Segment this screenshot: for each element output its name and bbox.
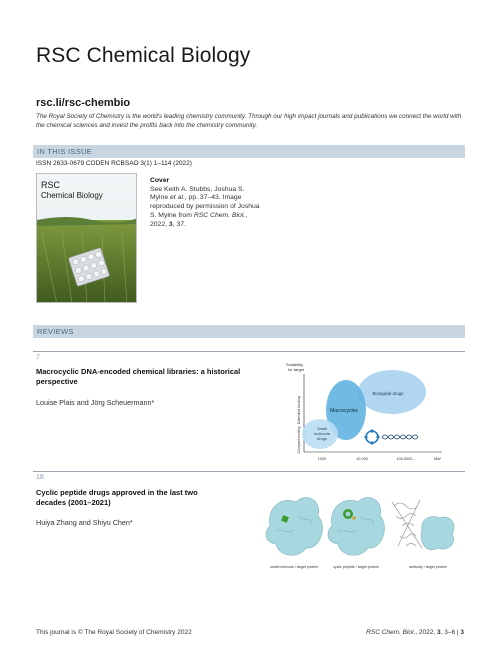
cover-description: See Keith A. Stubbs, Joshua S. Mylne et al., pp. 37–43. Image reproduced by permission of Joshua S. Mylne from RSC Chem. Biol., 2022, 3, 37. [150,185,260,228]
article-page-number: 18 [36,474,44,481]
axis-compact-binding: Compact binding [297,426,301,454]
in-this-issue-bar: IN THIS ISSUE [33,145,465,158]
article-title[interactable]: Cyclic peptide drugs approved in the last two decades (2001–2021) [36,488,198,507]
caption-small-molecule: small molecule / target protein [270,565,318,569]
label-macrocycles: Macrocycles [330,408,358,414]
cyclic-peptide-protein-icon [328,498,384,556]
issn-line: ISSN 2633-0679 CODEN RCBSAO 3(1) 1–114 (2022) [36,160,192,167]
y-label-top-2: for target [288,367,305,372]
article-page-number: 7 [36,354,40,361]
article-authors: Huiya Zhang and Shiyu Chen* [36,518,133,527]
y-label-top: Suitability [286,362,304,367]
x-tick-2: 10,000 [356,457,368,461]
toc-graphic-mw-diagram [282,360,452,466]
cover-title-line1: RSC [41,180,61,190]
cover-caption [150,177,260,229]
footer-citation: RSC Chem. Biol., 2022, 3, 3–6 | 3 [366,629,464,636]
label-small-1: Small [316,426,328,431]
caption-antibody: antibody / target protein [409,565,447,569]
journal-intro: The Royal Society of Chemistry is the world's leading chemistry community. Through our high impact journals and publications we connect the world with the chemical sciences and invest the profits back into the chemistry community. [36,113,462,129]
cover-title-line2: Chemical Biology [41,191,103,200]
axis-extended-binding: Extended binding [297,396,301,424]
article-divider [33,471,465,472]
macrocycle-ring-icon [366,431,378,443]
label-small-3: drugs [316,436,328,441]
x-tick-3: 100,0000... [396,457,416,461]
footer-copyright: This journal is © The Royal Society of Chemistry 2022 [36,629,192,636]
x-tick-1: 1000 [317,457,327,461]
article-divider [33,351,465,352]
footer-page-number: 3 [460,629,464,636]
small-molecule-protein-icon [266,498,322,556]
label-biological-drugs: Biological drugs [372,391,404,396]
antibody-protein-icon [392,500,454,550]
article-title[interactable]: Macrocyclic DNA-encoded chemical libraries: a historical perspective [36,367,241,386]
caption-cyclic-peptide: cyclic peptide / target protein [333,565,379,569]
journal-url[interactable]: rsc.li/rsc-chembio [36,97,131,109]
cover-heading: Cover [150,177,170,184]
article-authors: Louise Plais and Jörg Scheuermann* [36,398,155,407]
x-axis-label: MW [434,457,441,461]
cover-image [36,173,137,303]
journal-title: RSC Chemical Biology [36,44,251,67]
label-small-2: molecule [313,431,331,436]
toc-graphic-protein-complexes [262,486,462,572]
reviews-bar: REVIEWS [33,325,465,338]
